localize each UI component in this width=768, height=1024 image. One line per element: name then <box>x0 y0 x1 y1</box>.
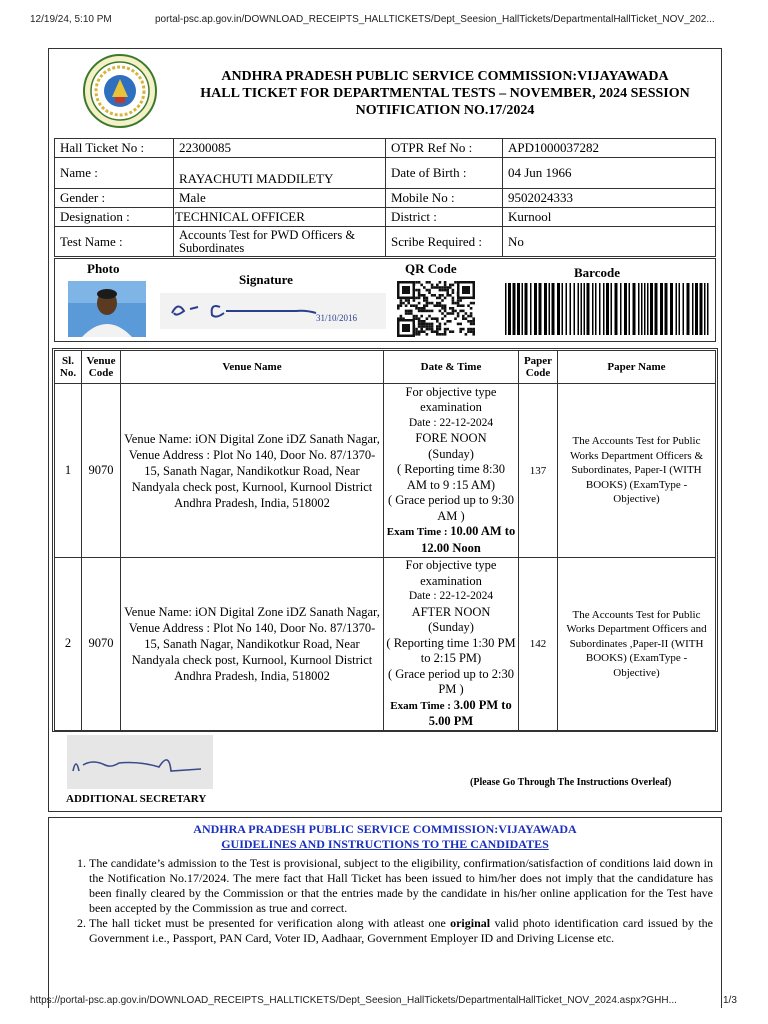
browser-datetime: 12/19/24, 5:10 PM <box>30 14 112 25</box>
row-paper-name: The Accounts Test for Public Works Department Officers & Subordinates, Paper-I (WITH BOOKS) (ExamType - Objective) <box>558 384 716 558</box>
signature-label: Signature <box>239 272 293 287</box>
appsc-emblem-icon <box>82 53 158 129</box>
district-label: District : <box>386 208 503 227</box>
exam-day: (Sunday) <box>428 620 474 634</box>
qr-code-label: QR Code <box>405 261 457 276</box>
exam-time-value: 10.00 AM to 12.00 Noon <box>421 524 516 555</box>
table-row <box>55 558 716 731</box>
district-value: Kurnool <box>503 208 716 227</box>
scribe-label: Scribe Required : <box>386 227 503 257</box>
guidelines-list <box>89 856 713 946</box>
dob-label: Date of Birth : <box>386 158 503 189</box>
overleaf-note: (Please Go Through The Instructions Overleaf) <box>470 777 672 788</box>
exam-schedule-table <box>54 350 716 731</box>
additional-secretary-label: ADDITIONAL SECRETARY <box>66 793 207 805</box>
browser-footer-url: https://portal-psc.ap.gov.in/DOWNLOAD_RECEIPTS_HALLTICKETS/Dept_Seesion_HallTickets/DepartmentalHallTicket_NOV_2024.aspx?GHH... <box>30 995 677 1006</box>
col-paper-name: Paper Name <box>558 351 716 384</box>
title-line-2: HALL TICKET FOR DEPARTMENTAL TESTS – NOVEMBER, 2024 SESSION <box>200 86 690 101</box>
row-venue: Venue Name: iON Digital Zone iDZ Sanath Nagar, Venue Address : Plot No 140, Door No. 87/1370-15, Sanath Nagar, Nandikotkur Road, Near Nandyala check post, Kurnool, Kurnool District Andhra Pradesh, India, 518002 <box>121 558 384 731</box>
designation-value: TECHNICAL OFFICER <box>174 208 386 227</box>
mobile-value: 9502024333 <box>503 189 716 208</box>
dob-value: 04 Jun 1966 <box>503 158 716 189</box>
row-venue-code: 9070 <box>82 384 121 558</box>
name-value: RAYACHUTI MADDILETY <box>174 158 386 189</box>
gender-label: Gender : <box>55 189 174 208</box>
otpr-label: OTPR Ref No : <box>386 139 503 158</box>
row-date-time <box>384 384 519 558</box>
photo-label: Photo <box>87 261 120 276</box>
exam-date: Date : 22-12-2024 <box>408 590 494 602</box>
row-paper-code: 137 <box>519 384 558 558</box>
exam-time-label: Exam Time : <box>386 526 451 539</box>
guidelines-title-1: ANDHRA PRADESH PUBLIC SERVICE COMMISSION:VIJAYAWADA <box>193 822 577 836</box>
barcode-label: Barcode <box>574 265 620 280</box>
col-venue-name: Venue Name <box>121 351 384 384</box>
exam-time <box>386 524 516 556</box>
scribe-value: No <box>503 227 716 257</box>
qr-code-icon <box>397 281 475 337</box>
col-venue-code: Venue Code <box>82 351 121 384</box>
guidelines-section <box>48 817 722 1008</box>
item2-text-a: The hall ticket must be presented for verification along with atleast one <box>89 916 451 930</box>
row-paper-code: 142 <box>519 558 558 731</box>
list-item <box>89 916 713 946</box>
table-row <box>55 384 716 558</box>
row-paper-name: The Accounts Test for Public Works Department Officers and Subordinates ,Paper-II (WITH BOOKS) (ExamType - Objective) <box>558 558 716 731</box>
row-venue: Venue Name: iON Digital Zone iDZ Sanath Nagar, Venue Address : Plot No 140, Door No. 87/1370-15, Sanath Nagar, Nandikotkur Road, Near Nandyala check post, Kurnool, Kurnool District Andhra Pradesh, India, 518002 <box>121 384 384 558</box>
col-sl-no: Sl. No. <box>55 351 82 384</box>
browser-url: portal-psc.ap.gov.in/DOWNLOAD_RECEIPTS_HALLTICKETS/Dept_Seesion_HallTickets/DepartmentalHallTicket_NOV_202... <box>155 14 715 25</box>
item2-text-c: valid photo identification card issued by the Government i.e., Passport, PAN Card, Voter ID, Aadhaar, Government Employer ID and Driving License etc. <box>89 916 714 945</box>
hall-ticket-label: Hall Ticket No : <box>55 139 174 158</box>
exam-time <box>386 698 516 730</box>
candidate-info-table <box>54 138 716 257</box>
row-sl: 1 <box>55 384 82 558</box>
authority-signature <box>67 735 213 789</box>
candidate-photo <box>68 281 146 337</box>
barcode-icon <box>503 283 712 335</box>
row-sl: 2 <box>55 558 82 731</box>
col-paper-code: Paper Code <box>519 351 558 384</box>
name-label: Name : <box>55 158 174 189</box>
item2-text-b: original <box>450 916 491 930</box>
designation-label: Designation : <box>55 208 174 227</box>
list-item: 1. The candidate’s admission to the Test is provisional, subject to the eligibility, confirmation/satisfaction of conditions laid down in the Notification No.17/2024. The mere fact that Hall Ticket has been issued to him/her does not imply that the candidature has been finally cleared by the Commission or that the entries made by the candidate in his/her online application for the Test have been accepted by the Commission as true and correct. <box>89 856 713 916</box>
test-name-value: Accounts Test for PWD Officers & Subordinates <box>174 227 386 257</box>
hall-ticket-value: 22300085 <box>174 139 386 158</box>
exam-session: AFTER NOON <box>411 604 491 619</box>
reporting-time: ( Reporting time 1:30 PM to 2:15 PM) <box>386 635 516 665</box>
guidelines-title-2: GUIDELINES AND INSTRUCTIONS TO THE CANDIDATES <box>221 837 549 851</box>
exam-session: FORE NOON <box>415 431 487 446</box>
exam-day: (Sunday) <box>428 446 474 461</box>
browser-page-number: 1/3 <box>723 995 737 1006</box>
exam-date: Date : 22-12-2024 <box>408 416 494 429</box>
reporting-time: ( Reporting time 8:30 AM to 9 :15 AM) <box>397 462 505 492</box>
title-line-1: ANDHRA PRADESH PUBLIC SERVICE COMMISSION:VIJAYAWADA <box>221 69 669 84</box>
document-title <box>160 68 730 119</box>
candidate-signature <box>160 293 386 329</box>
exam-time-value: 3.00 PM to 5.00 PM <box>428 697 512 728</box>
otpr-value: APD1000037282 <box>503 139 716 158</box>
test-name-label: Test Name : <box>55 227 174 257</box>
exam-type: For objective type examination <box>405 558 497 588</box>
grace-period: ( Grace period up to 9:30 AM ) <box>387 493 514 523</box>
signature-date: 31/10/2016 <box>316 313 358 323</box>
gender-value: Male <box>174 189 386 208</box>
exam-type: For objective type examination <box>405 384 497 415</box>
mobile-label: Mobile No : <box>386 189 503 208</box>
title-line-3: NOTIFICATION NO.17/2024 <box>355 103 535 118</box>
row-venue-code: 9070 <box>82 558 121 731</box>
guidelines-title <box>49 822 721 852</box>
grace-period: ( Grace period up to 2:30 PM ) <box>387 666 514 696</box>
row-date-time <box>384 558 519 731</box>
col-date-time: Date & Time <box>384 351 519 384</box>
exam-time-label: Exam Time : <box>390 699 454 712</box>
